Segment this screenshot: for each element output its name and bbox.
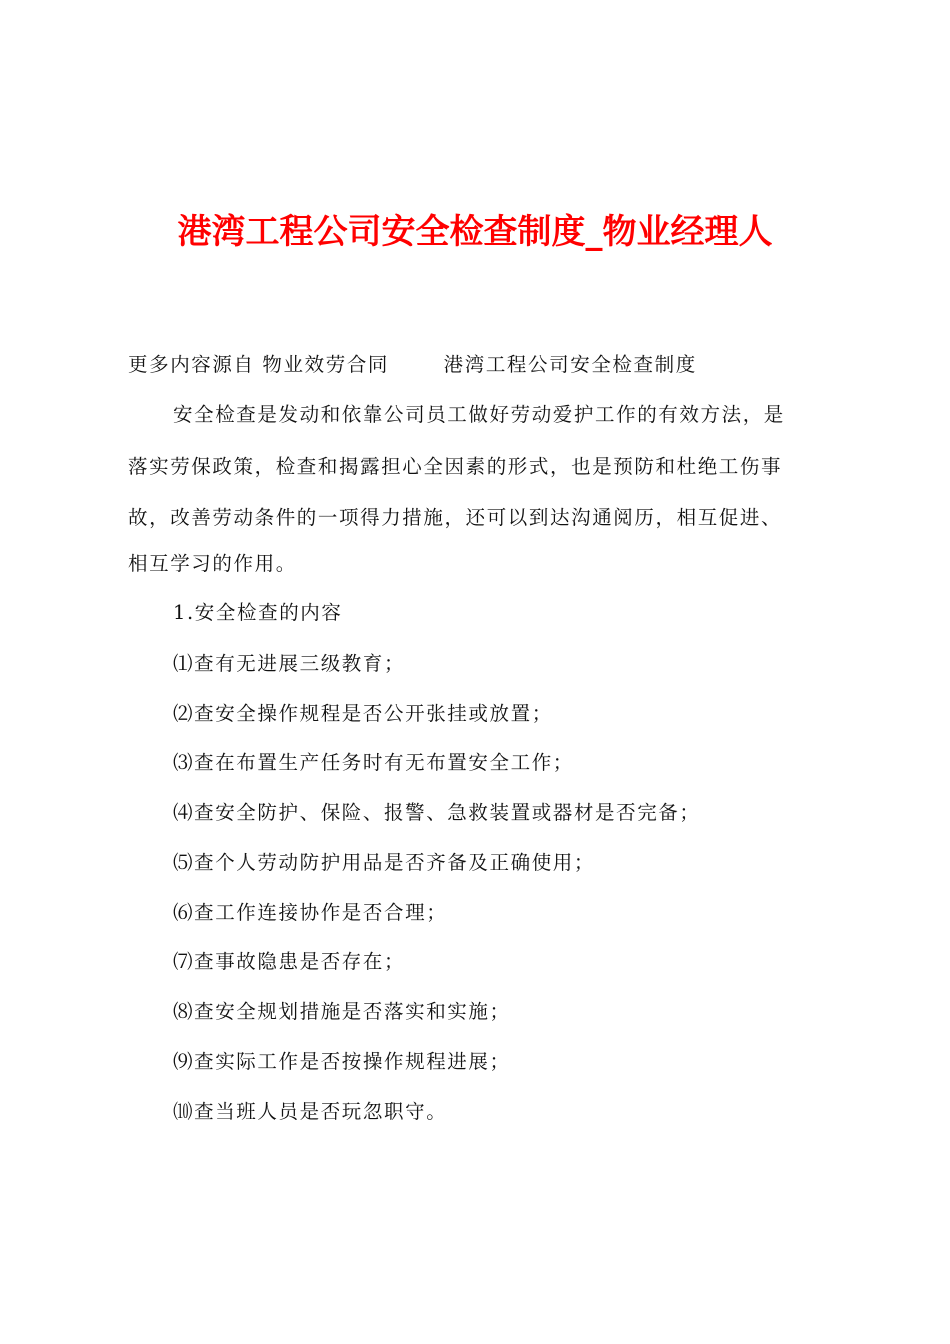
list-item-8: ⑻查安全规划措施是否落实和实施； (173, 1000, 511, 1023)
source-line (128, 350, 838, 380)
section-heading: 1.安全检查的内容 (173, 601, 343, 624)
list-item-3: ⑶查在布置生产任务时有无布置安全工作； (173, 751, 574, 774)
source-prefix: 更多内容源自 (128, 353, 255, 376)
list-item-5: ⑸查个人劳动防护用品是否齐备及正确使用； (173, 851, 596, 874)
list-item-1: ⑴查有无进展三级教育； (173, 652, 406, 675)
list-item-4: ⑷查安全防护、保险、报警、急救装置或器材是否完备； (173, 801, 701, 824)
intro-line-3: 故，改善劳动条件的一项得力措施，还可以到达沟通阅历，相互促进、 (128, 506, 783, 529)
document-title: 港湾工程公司安全检查制度_物业经理人 (177, 212, 773, 252)
list-item-7: ⑺查事故隐患是否存在； (173, 950, 406, 973)
source-subject: 港湾工程公司安全检查制度 (443, 353, 697, 376)
list-item-2: ⑵查安全操作规程是否公开张挂或放置； (173, 702, 553, 725)
list-item-9: ⑼查实际工作是否按操作规程进展； (173, 1050, 511, 1073)
intro-line-1: 安全检查是发动和依靠公司员工做好劳动爱护工作的有效方法，是 (173, 403, 785, 426)
list-item-10: ⑽查当班人员是否玩忽职守。 (173, 1100, 448, 1123)
intro-line-4: 相互学习的作用。 (128, 552, 297, 575)
intro-line-2: 落实劳保政策，检查和揭露担心全因素的形式，也是预防和杜绝工伤事 (128, 455, 783, 478)
source-link[interactable]: 物业效劳合同 (262, 353, 390, 376)
list-item-6: ⑹查工作连接协作是否合理； (173, 901, 448, 924)
